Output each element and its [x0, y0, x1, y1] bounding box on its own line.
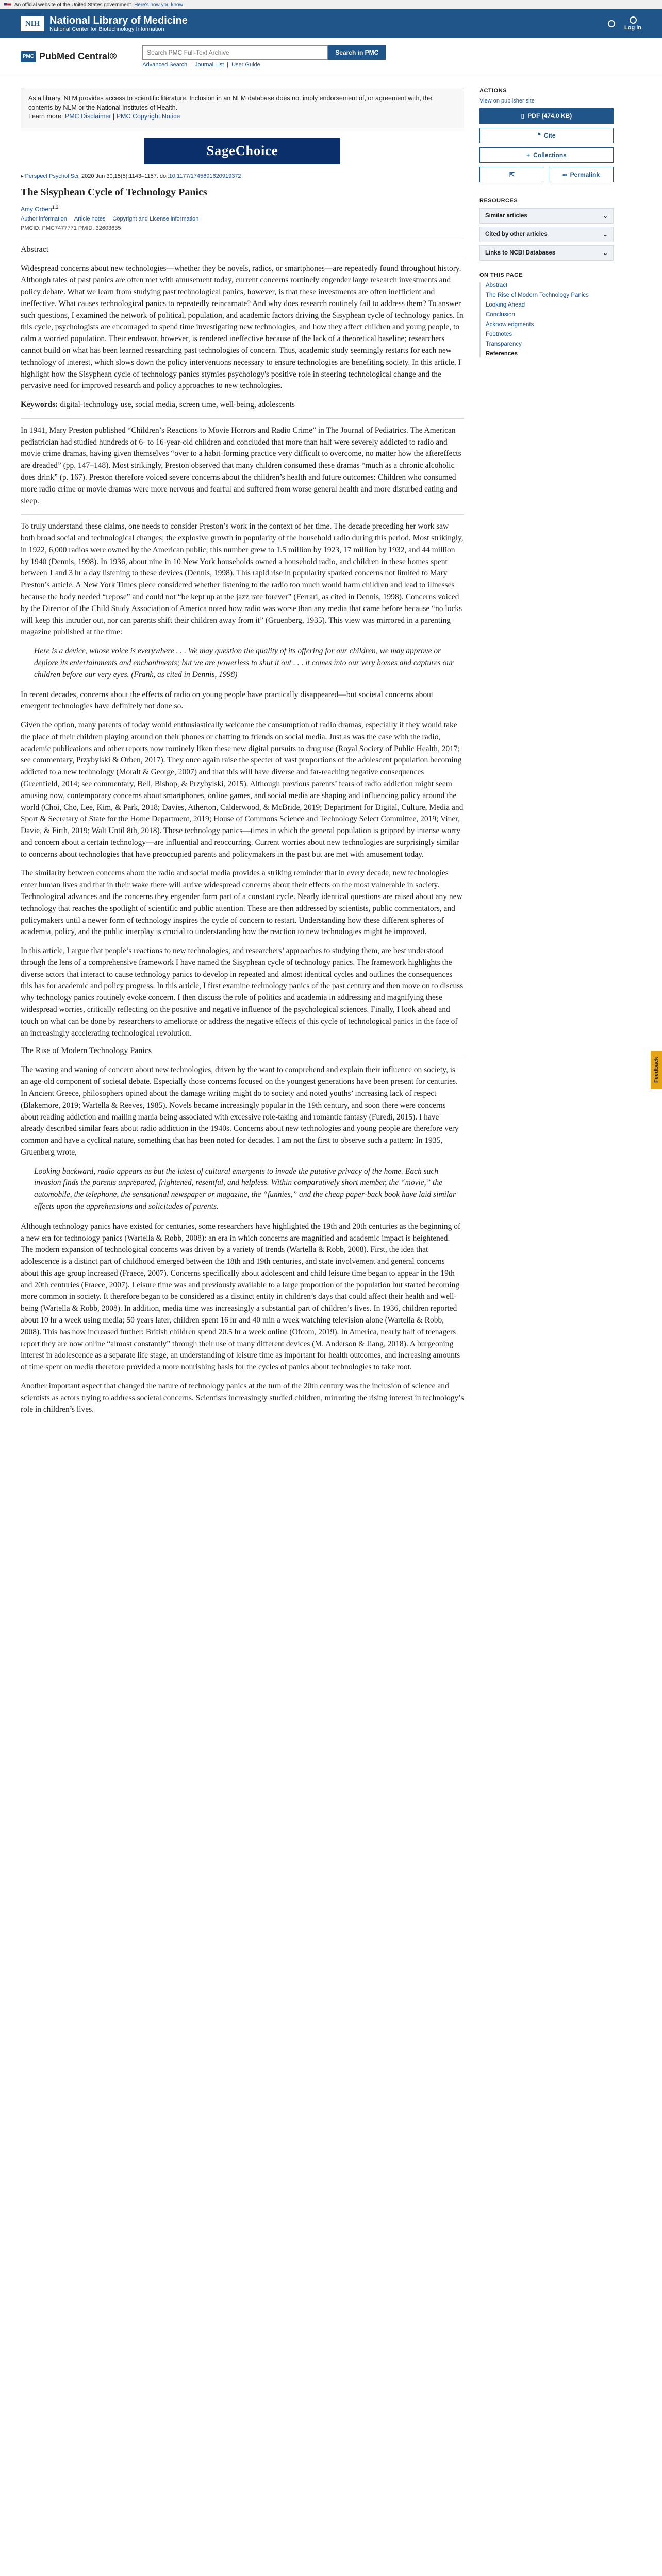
cited-by-label: Cited by other articles: [485, 231, 548, 238]
pdf-icon: ▯: [521, 112, 525, 120]
toc-item[interactable]: Abstract: [486, 282, 508, 289]
divider: [21, 514, 464, 515]
doi-link[interactable]: 10.1177/1745691620919372: [169, 173, 241, 179]
plus-icon: +: [526, 151, 531, 159]
pmc-header: [0, 38, 662, 75]
citation-detail: . 2020 Jun 30;15(5):1143–1157. doi:: [78, 173, 169, 179]
keywords-list: digital-technology use, social media, screen time, well-being, adolescents: [60, 400, 295, 410]
search-header-button[interactable]: [608, 20, 615, 27]
gov-banner-text: An official website of the United States government: [14, 2, 131, 8]
pmc-search: [142, 45, 386, 68]
article-body: [21, 245, 464, 1416]
search-input[interactable]: [142, 45, 328, 60]
keywords-label: Keywords:: [21, 400, 58, 410]
gov-banner-toggle[interactable]: Here's how you know: [134, 2, 183, 8]
abstract-heading: Abstract: [21, 245, 464, 257]
search-button[interactable]: Search in PMC: [328, 45, 386, 60]
nih-logo: NIH: [21, 16, 44, 31]
share-icon: ⇱: [509, 171, 515, 178]
nlm-brand[interactable]: [21, 15, 188, 32]
publisher-banner[interactable]: SageChoice: [144, 138, 340, 164]
disclaimer-text: As a library, NLM provides access to scientific literature. Inclusion in an NLM database does not imply endorsement of, or agreement with, the contents by NLM or the National Institutes of Health.: [28, 95, 432, 111]
gov-banner: [0, 0, 662, 9]
permalink-label: Permalink: [570, 171, 600, 178]
pmc-copyright-link[interactable]: PMC Copyright Notice: [116, 113, 180, 120]
nlm-title: National Library of Medicine: [49, 15, 188, 26]
keywords: [21, 399, 464, 411]
pdf-label: PDF (474.0 KB): [527, 112, 572, 120]
user-guide-link[interactable]: User Guide: [231, 61, 260, 68]
cite-button[interactable]: [479, 128, 614, 143]
share-row: [479, 167, 614, 187]
pmc-logo[interactable]: [21, 51, 117, 62]
similar-articles-toggle[interactable]: [479, 208, 614, 224]
search-icon: [608, 20, 615, 27]
learn-more-label: Learn more:: [28, 113, 63, 120]
divider: [21, 418, 464, 419]
header-actions: [608, 16, 641, 31]
article-notes-link[interactable]: Article notes: [74, 215, 106, 222]
article-main: [21, 88, 464, 1423]
paragraph: Given the option, many parents of today would enthusiastically welcome the consumption of radio dramas, especially if they would take the place of their children playing around on their phones or chatting to friends on social media. Just as was the case with the radio, academic publications and other reports now routinely liken these new digital pursuits to drug use (Royal Society of Public Health, 2017; see commentary, Przybylski & Orben, 2017). They once again raise the specter of vast proportions of the adolescent population becoming addicted to a new technology (Moralt & George, 2007) and that this will have diverse and far-reaching negative consequences (Greenfield, 2014; see commentary, Bell, Bishop, & Przybylski, 2015). Although previous parents’ fears of radio addiction might seem amusing now, contemporary concerns about smartphones, online games, and social media are shaping and influencing policy around the world (Choi, Cho, Lee, Kim, & Park, 2018; Davies, Atherton, Calderwood, & McBride, 2019; Department for Digital, Culture, Media and Sport & Secretary of State for the Home Department, 2019; House of Commons Science and Technology Select Committee, 2019; Viner, Davie, & Firth, 2019; Walt Until 8th, 2018). These technology panics—times in which the general population is gripped by intense worry and concern about a certain technology—are influential and reoccurring. Current worries about new technologies are surprisingly similar to concerns about technologies that have preoccupied parents and policymakers in the past but are met with amusement today.: [21, 721, 464, 859]
pmc-disclaimer-link[interactable]: PMC Disclaimer: [64, 113, 111, 120]
us-flag-icon: [4, 3, 11, 7]
citation-line: [21, 173, 464, 179]
resources-heading: RESOURCES: [479, 198, 518, 204]
section-heading-rise: The Rise of Modern Technology Panics: [21, 1046, 464, 1058]
author-affiliation-sup: 1,2: [52, 204, 59, 210]
cite-label: Cite: [543, 132, 556, 139]
paragraph: Although technology panics have existed for centuries, some researchers have highlighted the 19th and 20th centuries as the beginning of a new era for technology panics (Wartella & Robb, 2008): an era in which concerns are magnified and academic impact is heightened. The modern expansion of technological concerns was driven by a variety of trends (Wartella & Robb, 2008). First, the idea that adolescence is a distinct part of childhood emerged between the 18th and 19th centuries, and state involvement and general concerns about this age group increased (Fraece, 2007). Concerns specifically about adolescent and child leisure time began to appear in the 19th and 20th centuries (Fraece, 2007). Leisure time was and previously available to a large proportion of the population but started becoming more common in society. It therefore began to be considered as a distinct entity in children’s days that could affect their health and well-being (Wartella & Robb, 2008). In addition, media time was increasingly a substantial part of children’s lives. In 1936, children reported about 10 hr a week using media; 50 years later, children spent 16 hr and 40 min a week watching television alone (Wartella & Robb, 2008). This has now increased further: British children spend 20.5 hr a week online (Ofcom, 2019). In America, nearly half of teenagers report they are now online “almost constantly” through their use of many different devices (M. Anderson & Jiang, 2018). A burgeoning interest in adolescence as a separate life stage, an understanding of leisure time as important for health outcomes, and increasing amounts of time spent on media therefore provided a more nourishing basis for the cycles of panics about technologies to take root.: [21, 1222, 461, 1372]
pdf-button[interactable]: [479, 108, 614, 124]
log-in-label: Log in: [624, 25, 641, 31]
search-links: Advanced Search | Journal List | User Guide: [142, 61, 260, 68]
block-quote: Here is a device, whose voice is everywhere . . . We may question the quality of its offering for our children, we may approve or deplore its entertainments and enchantments; but we are powerless to shut it out . . . it comes into our very homes and captures our children before our very eyes. (Frank, as cited in Dennis, 1998): [34, 647, 454, 679]
paragraph: In recent decades, concerns about the effects of radio on young people have practically disappeared—but societal concerns about emergent technologies have definitely not done so.: [21, 690, 434, 711]
advanced-search-link[interactable]: Advanced Search: [142, 61, 188, 68]
pmc-logo-text: PubMed Central®: [39, 51, 117, 61]
paragraph: In 1941, Mary Preston published “Children’s Reactions to Movie Horrors and Radio Crime” in The Journal of Pediatrics. The American pediatrician had studied hundreds of 6- to 16-year-old children and concluded that more than half were severely addicted to radio and movie crime dramas, having given themselves “over to a habit-forming practice very difficult to overcome, no matter how the aftereffects are dreaded” (pp. 147–148). Most strikingly, Preston observed that many children consumed these dramas “much as a chronic alcoholic does drink” (p. 167). Preston therefore voiced severe concerns about the children’s health and future outcomes: Children who consumed more radio crime or movie dramas were more nervous and fearful and suffered from worse general health and more disturbed eating and sleep.: [21, 426, 461, 505]
link-icon: ∞: [562, 171, 567, 178]
nlm-disclaimer: As a library, NLM provides access to scientific literature. Inclusion in an NLM database does not imply endorsement of, or agreement with, the contents by NLM or the National Institutes of Health. Learn more: PMC Disclaimer | PMC Copyright Notice: [21, 88, 464, 128]
expand-arrow-icon[interactable]: ▸: [21, 173, 24, 179]
paragraph: To truly understand these claims, one needs to consider Preston’s work in the context of her time. The decade preceding her work saw both broad social and technological changes; the explosive growth in popularity of the household radio during this period. Most strikingly, in 1922, 6,000 radios were owned by the American public; this number grew to 1.5 million by 1923, 17 million by 1932, and 44 million by 1940 (Dennis, 1998). In 1936, about nine in 10 New York households owned a household radio, and children in these homes spent between 1 and 3 hr a day listening to these devices (Dennis, 1998). This rapid rise in popularity sparked concerns not limited to Mary Preston’s article. A New York Times piece considered whether listening to the radio too much would harm children and lead to illnesses because the body needed “repose” and could not “be kept up at the jazz rate forever” (Ferrari, as cited in Dennis, 1998). Concerns voiced by the Director of the Child Study Association of America noted how radio was worse than any media that came before because “no locks will keep this intruder out, nor can parents shift their children away from it” (Gruenberg, 1935). This view was mirrored in a parenting magazine published at the time:: [21, 522, 464, 637]
actions-heading: ACTIONS: [479, 88, 507, 94]
paragraph: In this article, I argue that people’s reactions to new technologies, and researchers’ approaches to studying them, are best understood through the lens of a comprehensive framework I have named the Sisyphean cycle of technology panics. The framework highlights the diverse actors that interact to cause technology panics to develop in repeated and almost identical cycles and outlines the consequences this has for academic and policy progress. In this article, I first examine technology panics of the past century and then move on to discuss why technology panics routinely evoke concern. I then discuss the role of politics and academia in addressing and magnifying these widespread worries, critically reflecting on the positive and negative influence of the psychological sciences. Finally, I look ahead and touch on what can be done by researchers to ameliorate or address the negative effects of this cycle of technological panics in the face of an increasingly accelerating technological revolution.: [21, 946, 464, 1038]
toc-item[interactable]: Acknowledgments: [486, 321, 534, 328]
copyright-link[interactable]: Copyright and License information: [112, 215, 199, 222]
user-icon: [630, 16, 637, 24]
cited-by-toggle[interactable]: [479, 227, 614, 242]
permalink-button[interactable]: [549, 167, 614, 182]
toc-item-active[interactable]: References: [486, 351, 518, 357]
on-this-page-list: [479, 282, 614, 357]
quote-icon: ❝: [537, 132, 541, 139]
view-publisher-link[interactable]: View on publisher site: [479, 98, 535, 104]
feedback-tab[interactable]: Feedback: [651, 1051, 662, 1089]
account-button[interactable]: [624, 16, 641, 31]
on-this-page-heading: ON THIS PAGE: [479, 272, 523, 278]
toc-item[interactable]: The Rise of Modern Technology Panics: [486, 292, 589, 298]
article-meta-links: [21, 216, 464, 222]
pmc-logo-mark: PMC: [21, 51, 36, 62]
page-layout: [0, 88, 662, 1423]
similar-articles-label: Similar articles: [485, 213, 527, 219]
author-link[interactable]: Amy Orben: [21, 205, 52, 213]
ncbi-links-toggle[interactable]: [479, 245, 614, 261]
resources-section: [479, 198, 614, 261]
chevron-down-icon: ⌄: [603, 213, 608, 219]
share-button[interactable]: [479, 167, 544, 182]
article-title: The Sisyphean Cycle of Technology Panics: [21, 186, 207, 198]
chevron-down-icon: ⌄: [603, 232, 608, 238]
paragraph: The similarity between concerns about the radio and social media provides a striking reminder that in every decade, new technologies enter human lives and that in their wake there will arrive widespread concerns about their effects on the most vulnerable in society. Technological advances and the concerns they engender form part of a constant cycle. Nearly identical questions are raised about any new technology that reaches the spotlight of scientific and public attention. These are then addressed by scientists, public commentators, and policymakers until a newer form of technology inspires the cycle of concern to restart. Understanding how these different spheres of academia, policy, and the public interplay is crucial to understanding how the reaction to new technologies might be improved.: [21, 869, 462, 937]
ncbi-links-label: Links to NCBI Databases: [485, 250, 556, 256]
toc-item[interactable]: Footnotes: [486, 331, 512, 337]
author-info-link[interactable]: Author information: [21, 215, 67, 222]
toc-item[interactable]: Transparency: [486, 341, 522, 347]
nlm-subtitle: National Center for Biotechnology Information: [49, 26, 164, 32]
journal-list-link[interactable]: Journal List: [194, 61, 224, 68]
paragraph: The waxing and waning of concern about new technologies, driven by the want to comprehend and explain their influence on society, is an age-old component of societal debate. Especially those concerns focused on the youngest generations have been present for centuries. In Ancient Greece, philosophers opined about the damage writing might do to society and noted youths’ increasing lack of respect (Blakemore, 2019; Wartella & Reeves, 1985). Novels became increasingly popular in the 19th century, and soon there were concerns about reading addiction and mailing mania being associated with excessive role-taking and romantic fantasy (Furedi, 2015). I have already described similar fears about radio addiction in the 1940s. Concerns about new technologies and young people are therefore very common and have a cyclical nature, something that has been noted for decades. I am not the first to observe such a pattern: In 1935, Gruenberg wrote,: [21, 1065, 459, 1157]
toc-item[interactable]: Looking Ahead: [486, 302, 525, 308]
article-ids: PMCID: PMC7477771 PMID: 32603635: [21, 225, 121, 231]
toc-item[interactable]: Conclusion: [486, 312, 515, 318]
on-this-page-section: [479, 272, 614, 357]
collections-button[interactable]: [479, 147, 614, 163]
journal-link[interactable]: Perspect Psychol Sci: [25, 173, 78, 179]
nlm-header: [0, 9, 662, 38]
paragraph: Another important aspect that changed the nature of technology panics at the turn of the 20th century was the inclusion of science and scientists as actors trying to address societal concerns. Scientists increasingly studied children, mirroring the rising interest in technology’s role in children’s lives.: [21, 1381, 464, 1414]
chevron-down-icon: ⌄: [603, 250, 608, 257]
abstract-text: Widespread concerns about new technologies—whether they be novels, radios, or smartphones—are repeatedly found throughout history. Although tales of past panics are often met with amusement today, current concerns routinely engender large research investments and policy debate. What we learn from studying past technological panics, however, is that these investments are often inefficient and ineffective. What causes technological panics to repeatedly reincarnate? And why does research routinely fail to address them? To answer such questions, I examined the network of political, population, and academic factors driving the Sisyphean cycle of technology panics. In this cycle, psychologists are encouraged to spend time investigating new technologies, and how they affect children and young people, to calm a worried population. Their endeavor, however, is rendered ineffective because of the lack of a theoretical baseline; researchers cannot build on what has been learned researching past technologies of concern. Thus, academic study seemingly restarts for each new technology of interest, which slows down the policy interventions necessary to ensure technologies are benefiting society. In this article, I highlight how the Sisyphean cycle of technology panics stymies psychology's positive role in steering technological change and the pervasive need for improved research and policy approaches to new technologies.: [21, 264, 464, 391]
block-quote: Looking backward, radio appears as but the latest of cultural emergents to invade the putative privacy of the home. Each such invasion finds the parents unprepared, frightened, resentful, and helpless. Within comparatively short member, the “movie,” the automobile, the telephone, the sensational newspaper or magazine, the “funnies,” and the cheap paper-back book have laid similar effects upon the apprehensions and solicitudes of parents.: [34, 1166, 456, 1211]
collections-label: Collections: [533, 151, 567, 159]
author-line: [21, 205, 464, 213]
sidebar: [479, 88, 614, 1423]
